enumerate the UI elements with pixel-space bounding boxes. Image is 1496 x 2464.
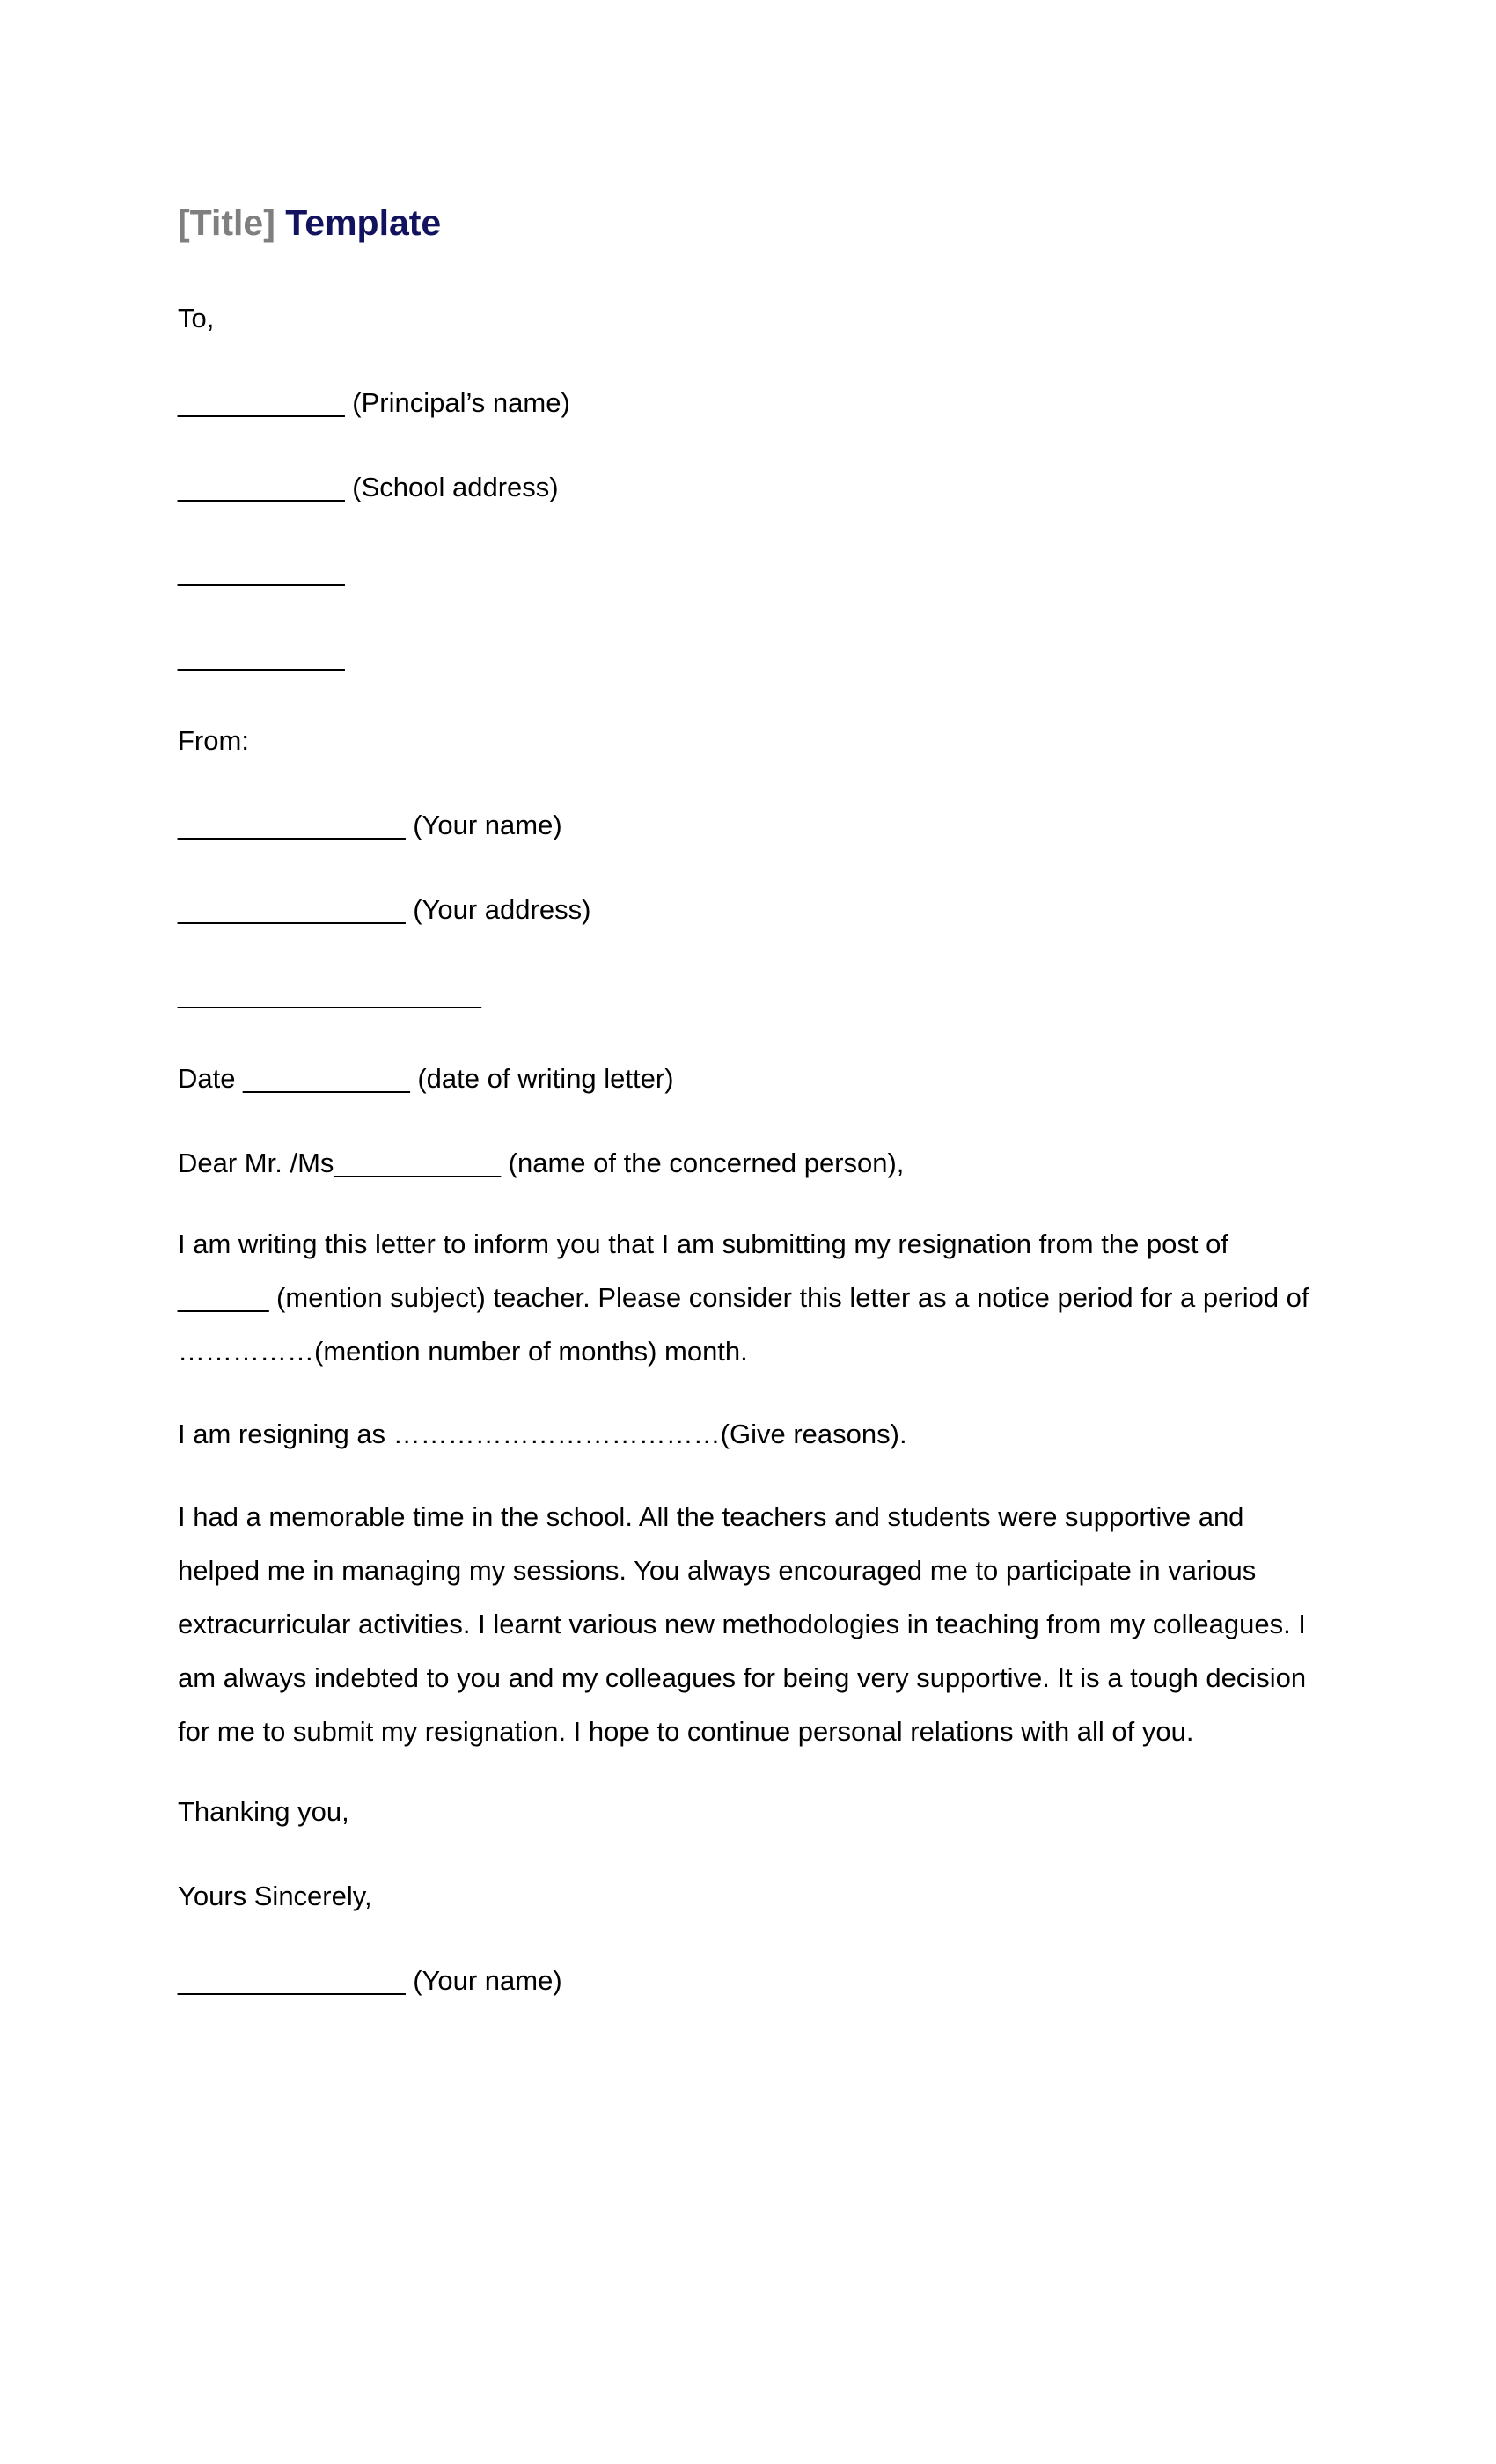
from-heading: From: (178, 725, 249, 756)
closing-sincerely: Yours Sincerely, (178, 1881, 372, 1911)
your-address-blank-line: ____________________ (178, 979, 481, 1009)
date-line: Date ___________ (date of writing letter) (178, 1063, 674, 1094)
school-address-line: ___________ (School address) (178, 472, 559, 502)
paragraph-resignation-notice: I am writing this letter to inform you that I am submitting my resignation from the post of ______ (mention subject) teacher. Please consider this letter as a notice period for a period of ……………(mention number of months) month. (178, 1228, 1309, 1367)
to-heading: To, (178, 303, 215, 334)
salutation: Dear Mr. /Ms___________ (name of the concerned person), (178, 1148, 905, 1178)
your-address-line: _______________ (Your address) (178, 894, 591, 925)
letter-body (178, 198, 1322, 2041)
address-blank-line-2: ___________ (178, 641, 345, 671)
paragraph-gratitude: I had a memorable time in the school. All the teachers and students were supportive and helped me in managing my sessions. You always encouraged me to participate in various extracurricular activities. I learnt various new methodologies in teaching from my colleagues. I am always indebted to you and my colleagues for being very supportive. It is a tough decision for me to submit my resignation. I hope to continue personal relations with all of you. (178, 1501, 1307, 1747)
your-name-line: _______________ (Your name) (178, 810, 562, 840)
title-word: Template (285, 202, 442, 243)
address-blank-line-1: ___________ (178, 556, 345, 587)
closing-thanking: Thanking you, (178, 1796, 349, 1827)
title-placeholder: [Title] (178, 202, 275, 243)
page-title (178, 198, 1322, 247)
paragraph-reasons: I am resigning as ………………………………(Give reasons). (178, 1419, 907, 1449)
principal-name-line: ___________ (Principal’s name) (178, 387, 570, 418)
signature-line: _______________ (Your name) (178, 1965, 562, 1996)
